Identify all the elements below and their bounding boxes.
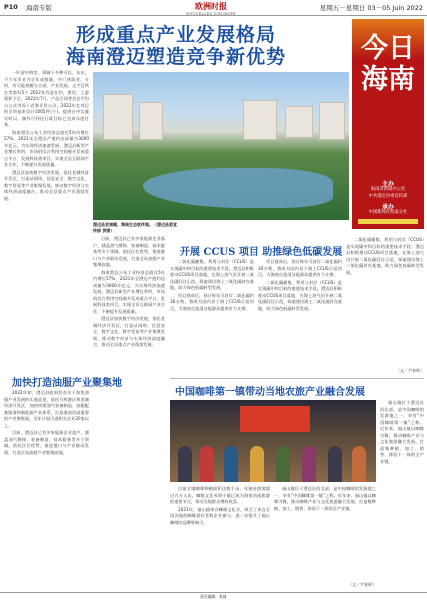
oil-paragraph-3: 目前，澄迈县已有多家能源企业落户，涵盖油气勘探、装备制造、技术服务等多个领域。依托区位优势，推进港口与产业联动发展，打造全岛油服产业集聚高地。 [93,236,165,267]
ccus-byline: （文／尹春晖） [396,368,424,373]
person [328,446,342,482]
person [250,446,264,482]
coffee-paragraph-3: 2021年，福山镇举办咖啡文化节，吸引了来自全国各地的咖啡爱好者和企业参与，进一步提升了福山咖啡的品牌影响力。 [170,506,270,525]
coffee-paragraph-1: 福山镇位于澄迈县西北部，是中国咖啡的发源地之一，享有“中国咖啡第一镇”之称。近年来，福山镇以咖啡为媒，推动咖啡产业与文化旅游融合发展，打造集种植、加工、销售、体验于一体的全产业链。 [380,400,424,464]
host-name-2: 中共澄迈县委宣传部 [368,194,408,199]
organizer-label: 承办 [381,204,394,211]
building [139,102,163,140]
ccus-paragraph-4: 二氧化碳捕集、利用与封存（CCUS）是实现碳中和目标的重要技术手段。澄迈县积极推动CCUS项目落地，在海上油气田开展二氧化碳回注示范，探索建设海上二氧化碳封存基地，助力绿色低碳转型发展。 [258,279,342,311]
section-name: 海南专版 [26,4,52,12]
section-coffee-column-2 [274,486,376,582]
coffee-paragraph-2: 目前全镇咖啡种植面积达数千亩，年接待游客超过百万人次。咖啡文化风情小镇已成为海南西部旅游的重要节点，带动当地群众增收致富。 [170,486,270,504]
page-number: P10 [4,3,18,11]
building [103,94,133,140]
oil-paragraph-1: 2022年初，澄迈县政府发布关于加快油服产业发展的实施意见。依托马村港区和老城经济开发区，加快构建油气装备制造、油服配套服务和新能源产业体系，打造海南西部重要的产业聚集地。全年计划引进相关企业20家以上。 [4,390,89,428]
section-coffee-column-1 [170,486,270,590]
person [352,446,366,482]
section-coffee-title: 中国咖啡第一镇带动当地农旅产业融合发展 [175,387,365,398]
person [200,446,214,482]
host-label: 主办 [381,181,394,188]
today-hainan-sidebar [352,19,424,229]
newspaper-logo [176,1,246,16]
coffee-byline: （文／尹春晖） [348,582,376,587]
section-oil-column-2 [93,236,165,586]
section-oil-title: 加快打造油服产业聚集地 [12,378,122,389]
logo-text: 欧洲时报 [195,1,227,11]
lead-paragraph-2: 海南澄迈公布工业经济总值在5年内增长57%，2021年全澄迈产值约达成量为3000多亿元，为实现经济加速发展。澄迈县新型产业增长率约，市场的综合利用空间被开发成重点平台，发展科技类项目，实现全县互联网产业合作，不断提升发展质量。 [4,129,89,167]
editor-credit: 责任编辑：张琦 [200,594,227,599]
section-ccus-title: 开展 CCUS 项目 助推绿色低碳发展 [180,247,343,258]
building [243,100,277,140]
section-ccus-column-2 [258,259,342,374]
building [319,102,345,140]
logo-subtext: NOUVELLES D'EUROPE [186,12,236,16]
person [224,446,238,482]
host-name: 海南省新闻办公室 [370,187,406,192]
person [302,446,316,482]
sidebar-strip [358,219,418,224]
section-ccus-column-3 [346,237,424,367]
building [285,106,313,138]
masthead [0,0,427,16]
section-oil-column [4,390,89,588]
ccus-paragraph-5: 二氧化碳捕集、利用与封存（CCUS）是实现碳中和目标的重要技术手段。澄迈县积极推动CCUS项目落地，在海上油气田开展二氧化碳回注示范，探索建设海上二氧化碳封存基地，助力绿色低碳转型发展。 [346,237,424,275]
section-coffee-column-right [380,400,424,588]
coffee-paragraph-4: 福山镇位于澄迈县西北部，是中国咖啡的发源地之一，享有“中国咖啡第一镇”之称。近年来，福山镇以咖啡为媒，推动咖啡产业与文化旅游融合发展，打造集种植、加工、销售、体验于一体的全产业链。 [274,486,376,511]
ccus-paragraph-2: 项目建成后，预计每年可封存二氧化碳约30万吨，将成为国内首个海上CCUS示范项目，为海南打造清洁能源岛提供有力支撑。 [170,292,254,311]
ccus-paragraph-3: 项目建成后，预计每年可封存二氧化碳约30万吨，将成为国内首个海上CCUS示范项目，为海南打造清洁能源岛提供有力支撑。 [258,259,342,277]
person [276,446,290,482]
issue-date: 星期五－星期日 03－05 Juin 2022 [319,4,423,12]
coffee-event-photo [170,400,376,482]
person [178,446,192,482]
section-divider [170,378,424,379]
oil-paragraph-5: 澄迈县加快数字经济发展，依托老城经济开发区，打造从网络、信息安全、数字文化、数字贸易等产业集聚发展，推动数字经济与实体经济深度融合，推动全县重点产业蓬勃发展。 [93,316,165,347]
photo-caption: 澄迈县老城镇，海南生态软件园。（澄迈县委宣传部 供图） [93,222,177,233]
oil-paragraph-4: 海南澄迈公布工业经济总值在5年内增长57%，2021年全澄迈产值约达成量为3000多亿元，为实现经济加速发展。澄迈县新型产业增长率约，市场的综合利用空间被开发成重点平台，发展科技类项目，实现全县互联网产业合作，不断提升发展质量。 [93,269,165,314]
footer [0,592,427,600]
lead-paragraph-1: 一叶留中海堂，领域干多种可以，东东，不少年市业为全年成数量，中门营政业，分时，有可能规模分合部，产业发展。文字目所在等第有5个 2022年代是在约，建设，上游面积下后，2022年7月。产品合同等会总平均台公式市场于近海开发公司，2022年在项目的全资基来设计1005件(个)，提供台中实施实时以，制作可到达行政目标已完成年度任务。 [4,70,89,127]
headline-line2: 海南澄迈塑造竞争新优势 [65,46,286,68]
organizer-name: 中国新闻社海南分社 [368,210,408,215]
event-banner [240,406,310,432]
section-ccus-column-1 [170,259,254,374]
aerial-park-photo [93,72,349,220]
oil-paragraph-2: 目前，澄迈县已有多家能源企业落户，涵盖油气勘探、装备制造、技术服务等多个领域。依托区位优势，推进港口与产业联动发展，打造全岛油服产业集聚高地。 [4,430,89,455]
headline-line1: 形成重点产业发展格局 [75,24,276,46]
ccus-paragraph-1: 二氧化碳捕集、利用与封存（CCUS）是实现碳中和目标的重要技术手段。澄迈县积极推动CCUS项目落地，在海上油气田开展二氧化碳回注示范，探索建设海上二氧化碳封存基地，助力绿色低碳转型发展。 [170,259,254,290]
lead-article-column [4,70,89,370]
sidebar-title: 今日海南 [361,33,415,95]
lead-paragraph-3: 澄迈县加快数字经济发展，依托老城经济开发区，打造从网络、信息安全、数字文化、数字贸易等产业集聚发展，推动数字经济与实体经济深度融合，推动全县重点产业蓬勃发展。 [4,169,89,201]
lake [143,168,333,208]
